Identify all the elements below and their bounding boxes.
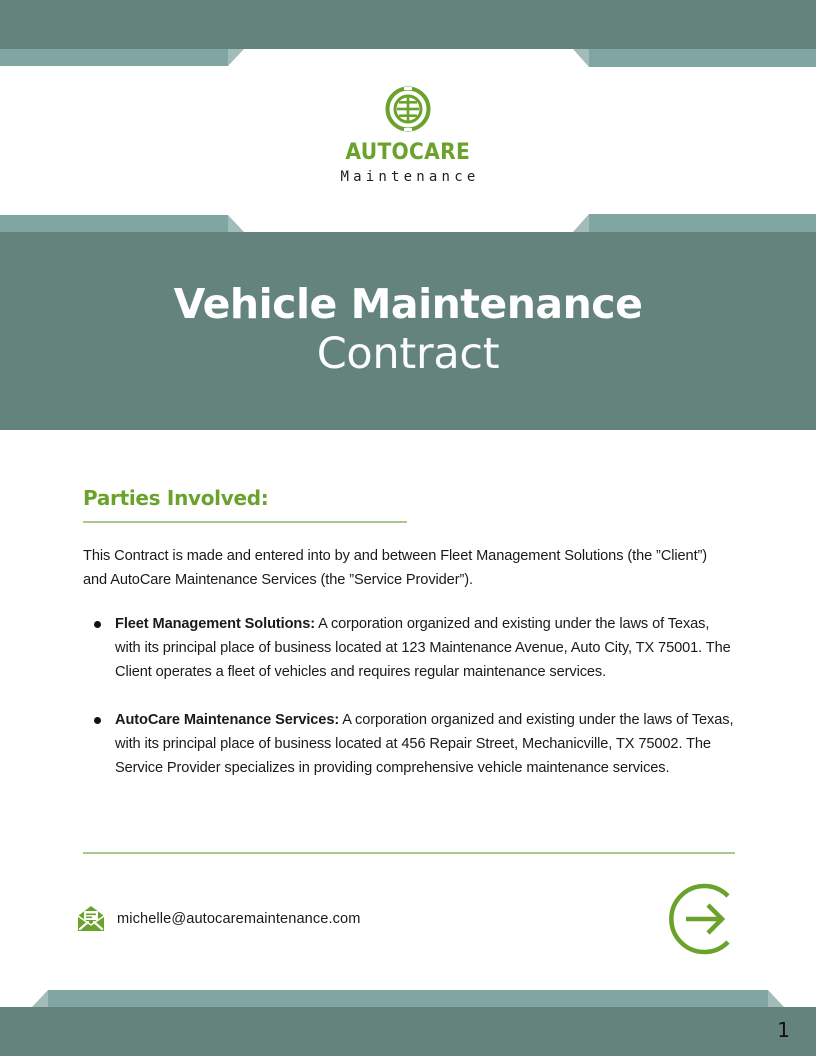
header-strip-left <box>0 49 228 66</box>
footer-bar <box>0 1007 816 1056</box>
logo-subtitle: Maintenance <box>340 169 480 185</box>
section-heading: Parties Involved: <box>83 486 269 510</box>
header-facet-right <box>573 49 589 67</box>
title-facet-right <box>573 214 589 232</box>
intro-paragraph: This Contract is made and entered into by and between Fleet Management Solutions (the ”Client”) and AutoCare Maintenance Services (the ”Service Provider”). <box>83 548 708 588</box>
party-description: A corporation organized and existing under the laws of Texas, with its principal place of business located at 123 Maintenance Avenue, Auto City, TX 75001. The Client operates a fleet of vehicles and requires regular maintenance services. <box>115 616 731 680</box>
gear-wheel-icon <box>385 86 431 132</box>
parties-section <box>83 484 735 804</box>
list-item <box>83 612 735 684</box>
content-divider <box>83 852 735 854</box>
party-name: Fleet Management Solutions: <box>115 616 316 632</box>
footer-facet-left <box>31 990 48 1008</box>
footer-facet-right <box>768 990 785 1008</box>
logo-brand-name: AUTOCARE <box>345 140 471 165</box>
title-strip-left <box>0 215 228 232</box>
title-facet-left <box>228 215 244 232</box>
document-title: Vehicle Maintenance <box>173 280 643 328</box>
arrow-exit-circle-icon[interactable] <box>662 882 736 956</box>
footer-strip <box>48 990 768 1008</box>
header-facet-left <box>228 49 244 66</box>
party-description: A corporation organized and existing under the laws of Texas, with its principal place of business located at 456 Repair Street, Mechanicville, TX 75002. The Service Provider specializes in providing comprehensive vehicle maintenance services. <box>115 712 734 776</box>
open-envelope-icon <box>77 905 105 933</box>
header-bar <box>0 0 816 49</box>
header-strip-right <box>589 49 816 67</box>
bullet-icon <box>94 621 101 628</box>
page-number: 1 <box>777 1018 790 1042</box>
email-link[interactable]: michelle@autocaremaintenance.com <box>117 911 361 927</box>
company-logo <box>0 86 816 185</box>
contact-info <box>77 905 361 933</box>
heading-divider <box>83 521 407 523</box>
title-banner <box>0 232 816 430</box>
party-name: AutoCare Maintenance Services: <box>115 712 340 728</box>
parties-list <box>83 612 735 780</box>
list-item <box>83 708 735 780</box>
document-subtitle: Contract <box>316 329 500 379</box>
title-strip-right <box>589 214 816 232</box>
bullet-icon <box>94 717 101 724</box>
